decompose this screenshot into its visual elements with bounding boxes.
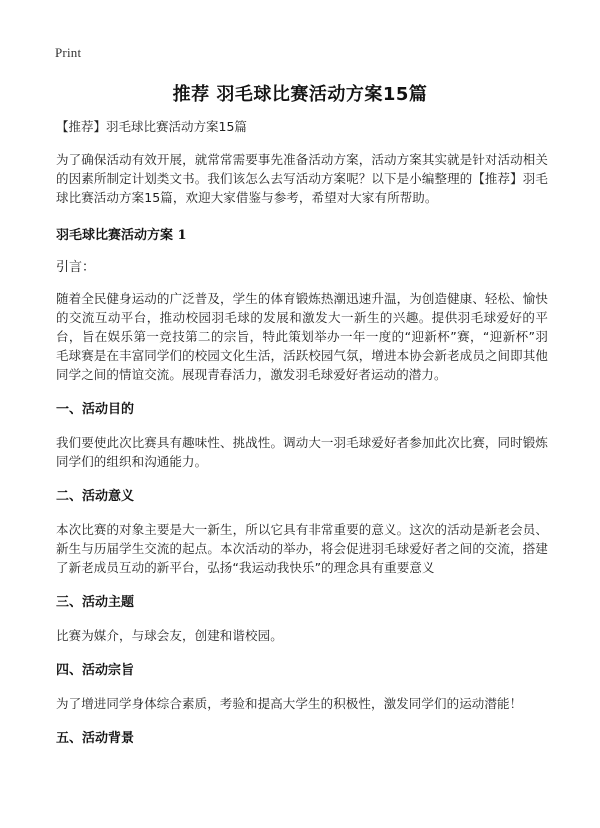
section-heading-aim: 四、活动宗旨 xyxy=(56,663,135,678)
print-label[interactable]: Print xyxy=(55,45,82,60)
section-text-purpose: 我们要使此次比赛具有趣味性、挑战性。调动大一羽毛球爱好者参加此次比赛，同时锻炼同学们的组织和沟通能力。 xyxy=(56,435,548,469)
lead-label: 引言： xyxy=(56,260,96,275)
section-heading-background: 五、活动背景 xyxy=(56,731,135,746)
section-heading-theme: 三、活动主题 xyxy=(56,595,135,610)
intro-paragraph: 为了确保活动有效开展，就常常需要事先准备活动方案，活动方案其实就是针对活动相关的因素所制定计划类文书。我们该怎么去写活动方案呢？以下是小编整理的【推荐】羽毛球比赛活动方案15篇，欢迎大家借鉴与参考，希望对大家有所帮助。 xyxy=(56,152,548,205)
section-text-significance: 本次比赛的对象主要是大一新生，所以它具有非常重要的意义。这次的活动是新老会员、新生与历届学生交流的起点。本次活动的举办，将会促进羽毛球爱好者之间的交流，搭建了新老成员互动的新平台，弘扬“我运动我快乐”的理念具有重要意义 xyxy=(56,522,548,575)
recommend-line: 【推荐】羽毛球比赛活动方案15篇 xyxy=(56,119,247,134)
section-text-aim: 为了增进同学身体综合素质，考验和提高大学生的积极性，激发同学们的运动潜能！ xyxy=(56,696,523,711)
section-heading-purpose: 一、活动目的 xyxy=(56,402,135,417)
section-text-theme: 比赛为媒介，与球会友，创建和谐校园。 xyxy=(56,628,283,643)
document-title: 推荐 羽毛球比赛活动方案15篇 xyxy=(172,84,428,105)
document-content xyxy=(56,118,548,762)
section-heading-significance: 二、活动意义 xyxy=(56,489,135,504)
lead-paragraph: 随着全民健身运动的广泛普及，学生的体育锻炼热潮迅速升温，为创造健康、轻松、愉快的交流互动平台，推动校园羽毛球的发展和激发大一新生的兴趣。提供羽毛球爱好的平台，旨在娱乐第一竞技第二的宗旨，特此策划举办一年一度的“迎新杯”赛，“迎新杯”羽毛球赛是在丰富同学们的校园文化生活，活跃校园气氛，增进本协会新老成员之间即其他同学之间的情谊交流。展现青春活力，激发羽毛球爱好者运动的潜力。 xyxy=(56,291,548,382)
plan-title: 羽毛球比赛活动方案 1 xyxy=(56,228,187,243)
